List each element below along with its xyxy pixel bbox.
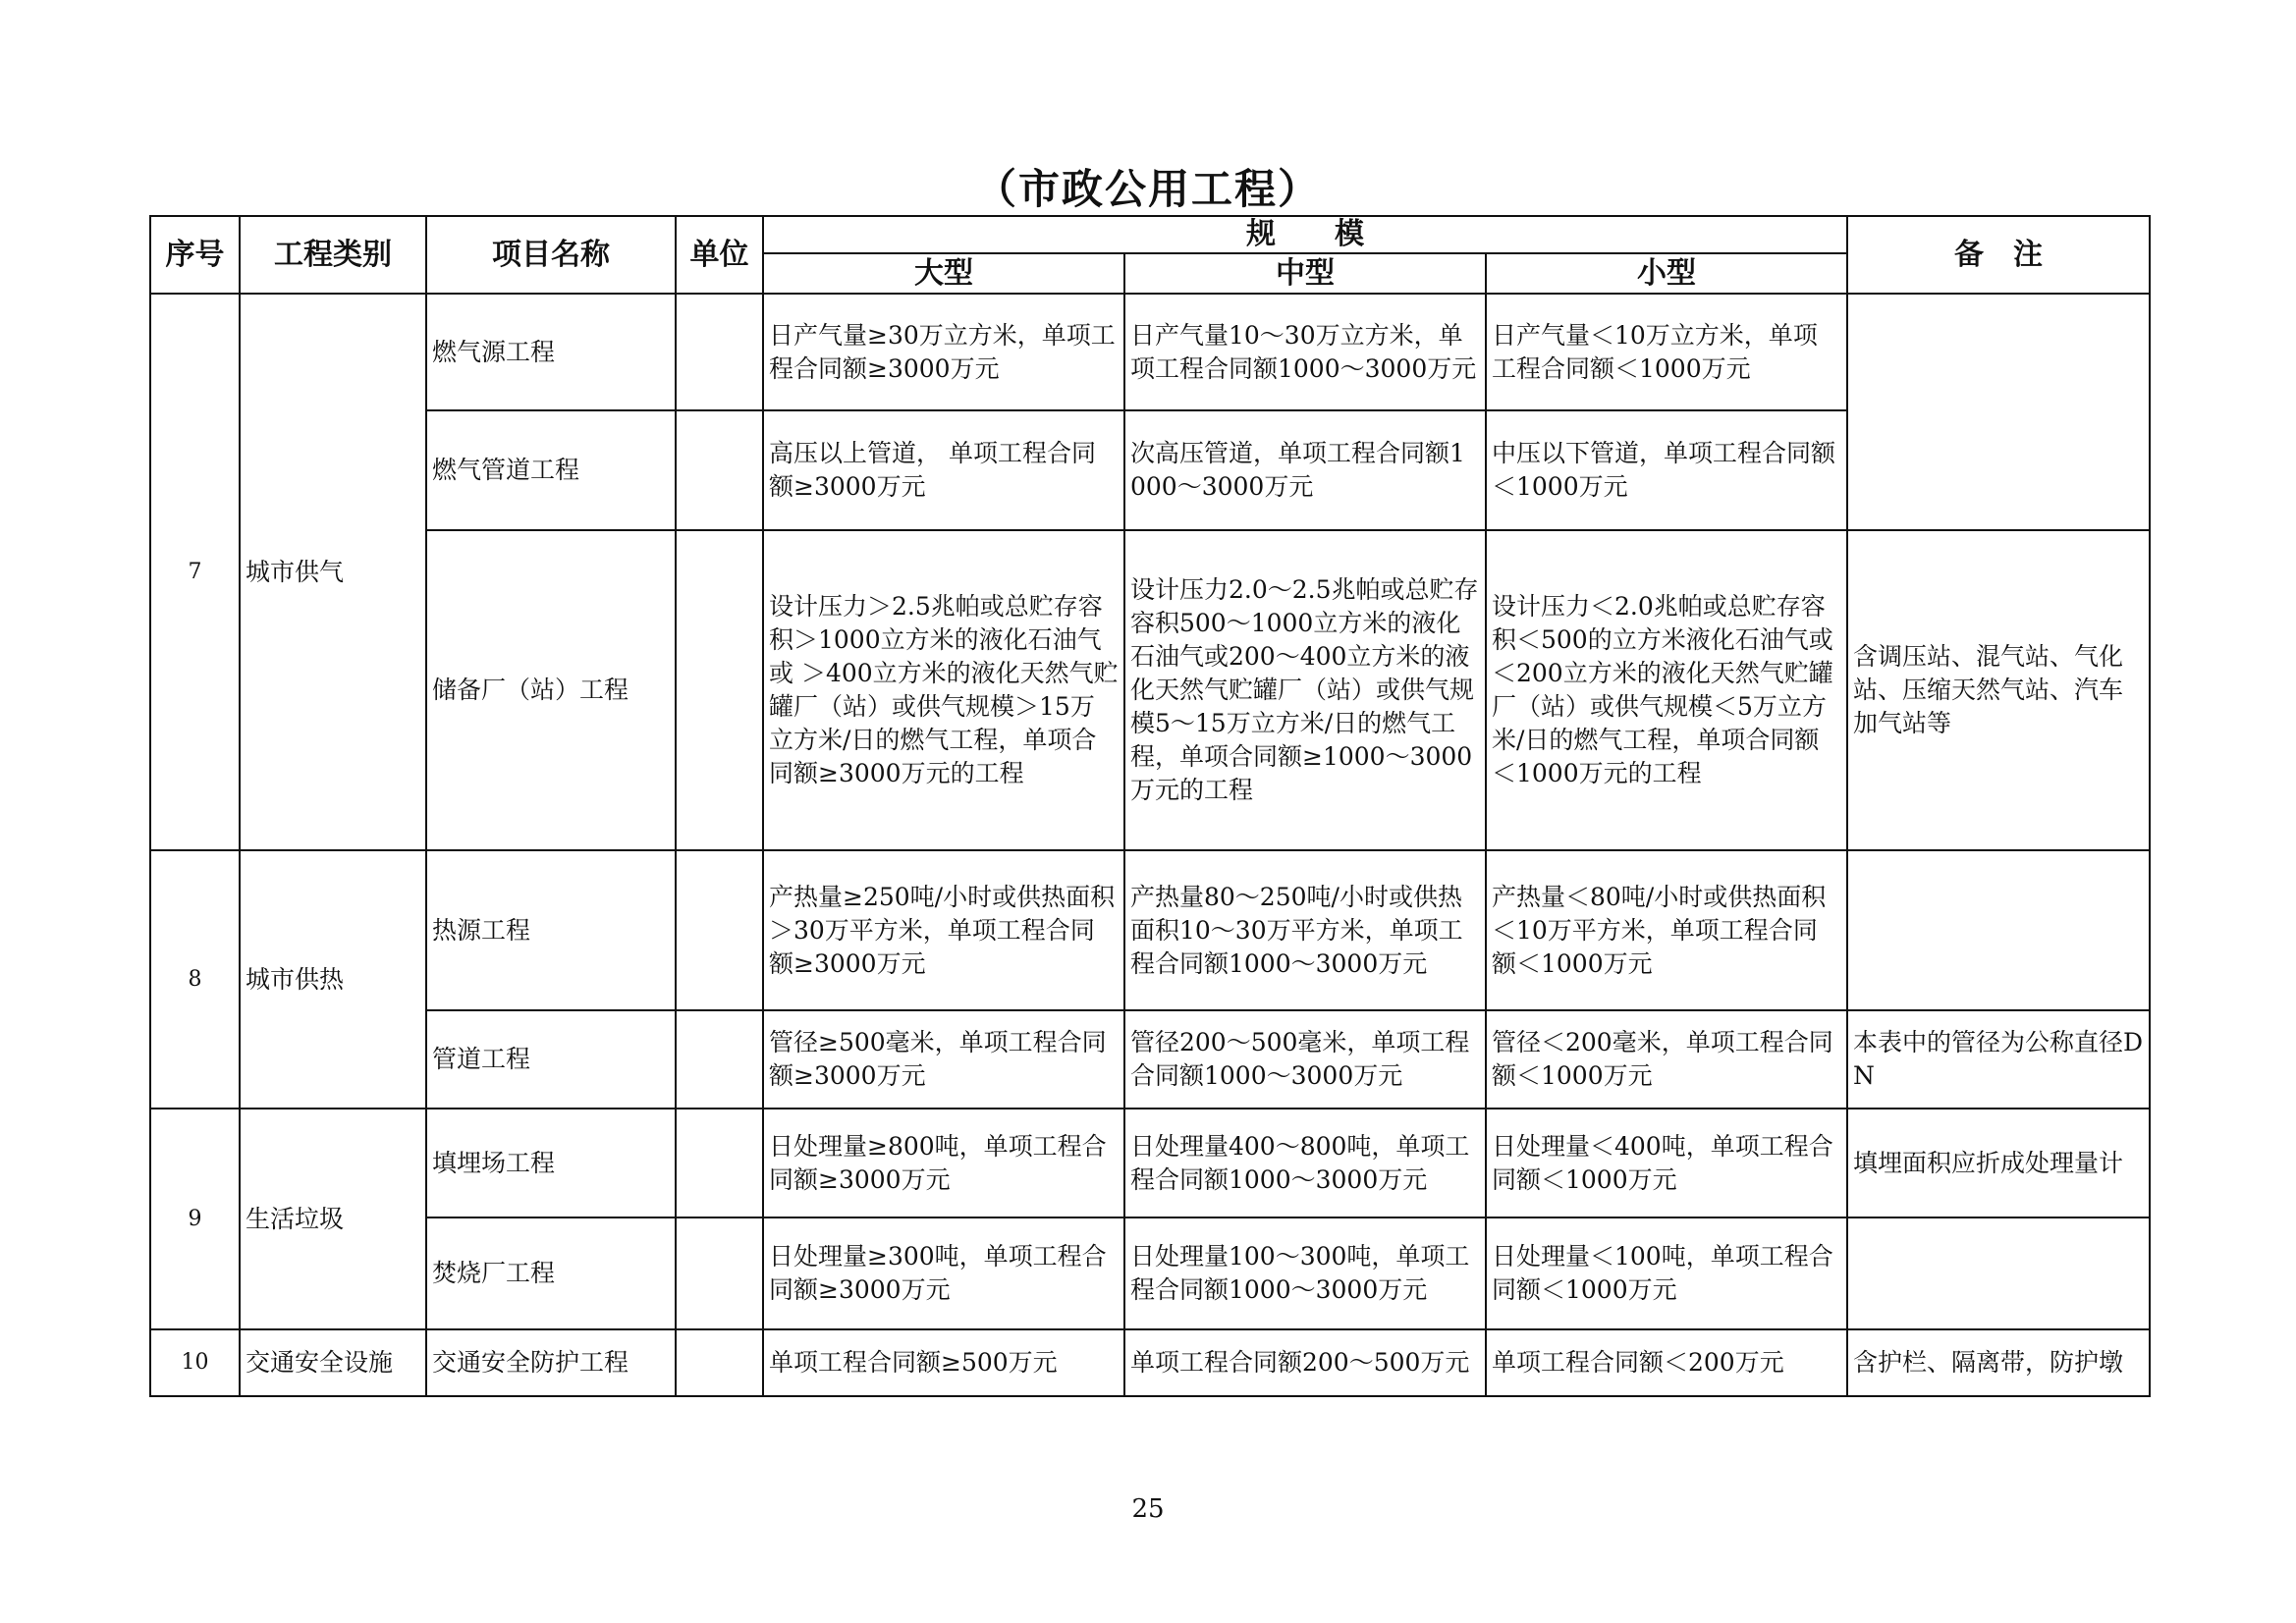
table-row: [150, 294, 2150, 410]
header-seq: 序号: [150, 216, 240, 294]
project-cell: 交通安全防护工程: [426, 1329, 676, 1396]
medium-cell: 设计压力2.0～2.5兆帕或总贮存容积500～1000立方米的液化石油气或200～400立方米的液化天然气贮罐厂（站）或供气规模5～15万立方米/日的燃气工程，单项合同额≥1000～3000万元的工程: [1124, 530, 1486, 850]
medium-cell: 次高压管道，单项工程合同额1000～3000万元: [1124, 410, 1486, 530]
unit-cell: [676, 1329, 763, 1396]
remark-cell: 本表中的管径为公称直径DN: [1847, 1010, 2150, 1109]
header-medium: 中型: [1124, 253, 1486, 294]
unit-cell: [676, 1010, 763, 1109]
large-cell: 管径≥500毫米，单项工程合同额≥3000万元: [763, 1010, 1124, 1109]
unit-cell: [676, 1217, 763, 1329]
header-project: 项目名称: [426, 216, 676, 294]
header-unit: 单位: [676, 216, 763, 294]
category-cell: 生活垃圾: [240, 1109, 426, 1329]
small-cell: 单项工程合同额＜200万元: [1486, 1329, 1847, 1396]
remark-cell: 含护栏、隔离带，防护墩: [1847, 1329, 2150, 1396]
medium-cell: 单项工程合同额200～500万元: [1124, 1329, 1486, 1396]
project-cell: 燃气源工程: [426, 294, 676, 410]
remark-cell: 填埋面积应折成处理量计: [1847, 1109, 2150, 1217]
medium-cell: 日处理量100～300吨，单项工程合同额1000～3000万元: [1124, 1217, 1486, 1329]
large-cell: 日处理量≥300吨，单项工程合同额≥3000万元: [763, 1217, 1124, 1329]
project-cell: 管道工程: [426, 1010, 676, 1109]
unit-cell: [676, 410, 763, 530]
project-cell: 储备厂（站）工程: [426, 530, 676, 850]
unit-cell: [676, 530, 763, 850]
seq-cell: 7: [150, 294, 240, 850]
medium-cell: 产热量80～250吨/小时或供热面积10～30万平方米，单项工程合同额1000～3000万元: [1124, 850, 1486, 1010]
remark-cell: [1847, 850, 2150, 1010]
page-title: （市政公用工程）: [974, 165, 1321, 213]
scale-table: [149, 215, 2151, 1397]
small-cell: 设计压力＜2.0兆帕或总贮存容积＜500的立方米液化石油气或＜200立方米的液化天然气贮罐厂（站）或供气规模＜5万立方米/日的燃气工程，单项合同额＜1000万元的工程: [1486, 530, 1847, 850]
header-small: 小型: [1486, 253, 1847, 294]
project-cell: 填埋场工程: [426, 1109, 676, 1217]
medium-cell: 日产气量10～30万立方米，单项工程合同额1000～3000万元: [1124, 294, 1486, 410]
project-cell: 热源工程: [426, 850, 676, 1010]
large-cell: 高压以上管道， 单项工程合同额≥3000万元: [763, 410, 1124, 530]
small-cell: 产热量＜80吨/小时或供热面积＜10万平方米，单项工程合同额＜1000万元: [1486, 850, 1847, 1010]
header-remark: 备 注: [1847, 216, 2150, 294]
table-row: [150, 850, 2150, 1010]
project-cell: 燃气管道工程: [426, 410, 676, 530]
unit-cell: [676, 294, 763, 410]
remark-cell: 含调压站、混气站、气化站、压缩天然气站、汽车加气站等: [1847, 530, 2150, 850]
seq-cell: 10: [150, 1329, 240, 1396]
header-large: 大型: [763, 253, 1124, 294]
small-cell: 日处理量＜400吨，单项工程合同额＜1000万元: [1486, 1109, 1847, 1217]
header-category: 工程类别: [240, 216, 426, 294]
category-cell: 城市供热: [240, 850, 426, 1109]
large-cell: 单项工程合同额≥500万元: [763, 1329, 1124, 1396]
small-cell: 日处理量＜100吨，单项工程合同额＜1000万元: [1486, 1217, 1847, 1329]
seq-cell: 8: [150, 850, 240, 1109]
table-row: [150, 1109, 2150, 1217]
remark-cell: [1847, 1217, 2150, 1329]
unit-cell: [676, 1109, 763, 1217]
remark-cell: [1847, 294, 2150, 530]
large-cell: 日产气量≥30万立方米，单项工程合同额≥3000万元: [763, 294, 1124, 410]
large-cell: 产热量≥250吨/小时或供热面积＞30万平方米，单项工程合同额≥3000万元: [763, 850, 1124, 1010]
page-number: 25: [1131, 1494, 1165, 1524]
small-cell: 管径＜200毫米，单项工程合同额＜1000万元: [1486, 1010, 1847, 1109]
table-row: [150, 530, 2150, 850]
small-cell: 中压以下管道，单项工程合同额＜1000万元: [1486, 410, 1847, 530]
category-cell: 城市供气: [240, 294, 426, 850]
unit-cell: [676, 850, 763, 1010]
table-row: [150, 1217, 2150, 1329]
project-cell: 焚烧厂工程: [426, 1217, 676, 1329]
large-cell: 设计压力＞2.5兆帕或总贮存容积＞1000立方米的液化石油气或 ＞400立方米的液化天然气贮罐厂（站）或供气规模＞15万立方米/日的燃气工程，单项合同额≥3000万元的工程: [763, 530, 1124, 850]
header-scale: 规 模: [763, 216, 1847, 253]
small-cell: 日产气量＜10万立方米，单项工程合同额＜1000万元: [1486, 294, 1847, 410]
large-cell: 日处理量≥800吨，单项工程合同额≥3000万元: [763, 1109, 1124, 1217]
table-row: [150, 1329, 2150, 1396]
medium-cell: 管径200～500毫米，单项工程合同额1000～3000万元: [1124, 1010, 1486, 1109]
category-cell: 交通安全设施: [240, 1329, 426, 1396]
seq-cell: 9: [150, 1109, 240, 1329]
table-row: [150, 1010, 2150, 1109]
medium-cell: 日处理量400～800吨，单项工程合同额1000～3000万元: [1124, 1109, 1486, 1217]
